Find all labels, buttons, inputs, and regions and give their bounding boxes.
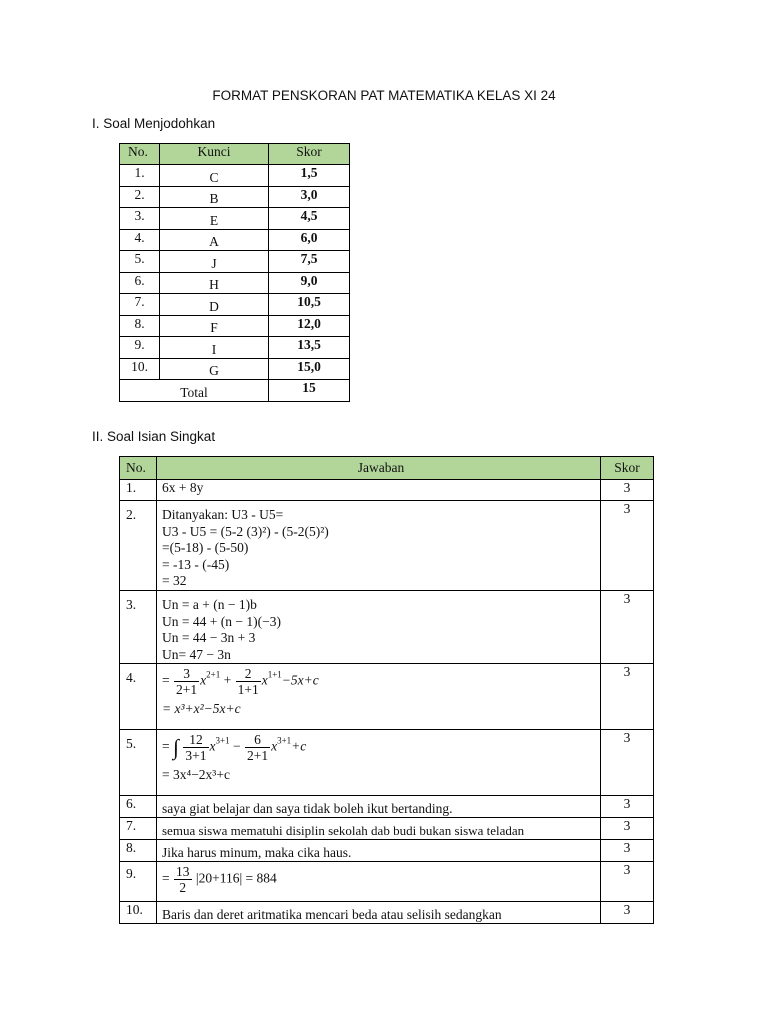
row-score: 3 [601,902,654,924]
answer-expression: = $\frac{13}{2}$ |20+116| = 884 [162,864,277,895]
answer-result: = x³+x²−5x+c [162,701,241,716]
table-row [120,902,654,924]
row-key: F [160,315,269,337]
row-answer [157,730,601,796]
row-score: 15,0 [269,358,350,380]
row-answer [157,902,601,924]
row-score: 3 [601,480,654,501]
total-row [120,380,350,402]
row-score: 10,5 [269,294,350,316]
row-no: 9. [120,337,160,359]
row-key: B [160,186,269,208]
integral-expression: = ∫ $\frac{12}{3+1}$ $x^{3+1}$ − $\frac{6}{2+1}$ $x^{3+1}+c$ [162,732,307,763]
row-score: 3 [601,796,654,818]
table-row [120,480,654,501]
answer-line: = 32 [162,573,187,588]
row-no: 7. [120,818,157,840]
answer-line: U3 - U5 = (5-2 (3)²) - (5-2(5)²) [162,523,329,539]
row-score: 3 [601,664,654,730]
answer-line: Un = 44 − 3n + 3 [162,630,256,645]
row-key: G [160,358,269,380]
row-key: C [160,165,269,187]
row-answer [157,480,601,501]
table-row [120,165,350,187]
table-row [120,337,350,359]
integral-expression: = $\frac{3}{2+1}$ $x^{2+1}$ + $\frac{2}{1+1}$ $x^{1+1}-5x+c$ [162,666,319,697]
row-answer [157,591,601,664]
total-score: 15 [269,380,350,402]
row-score: 4,5 [269,208,350,230]
row-score: 13,5 [269,337,350,359]
fraction: $\frac{3}{2+1}$ [176,666,198,697]
document-title: FORMAT PENSKORAN PAT MATEMATIKA KELAS XI 24 [212,88,556,103]
integral-icon: ∫ [173,734,180,760]
row-no: 5. [120,730,157,796]
row-key: I [160,337,269,359]
table-row [120,186,350,208]
answer-result: = 3x⁴−2x³+c [162,767,230,782]
table-row [120,730,654,796]
row-no: 6. [120,272,160,294]
answer-line: Un = a + (n − 1)b [162,597,257,612]
row-no: 2. [120,186,160,208]
header-no: No. [120,144,160,165]
row-key: J [160,251,269,273]
table-row [120,818,654,840]
table-row [120,208,350,230]
row-no: 3. [120,208,160,230]
fraction: $\frac{12}{3+1}$ [185,732,207,763]
answer-line: saya giat belajar dan saya tidak boleh ikut bertanding. [162,800,453,816]
header-answer: Jawaban [157,457,601,480]
row-answer [157,840,601,862]
row-score: 6,0 [269,229,350,251]
row-score: 3 [601,591,654,664]
answer-line: Un= 47 − 3n [162,646,231,662]
row-answer [157,501,601,591]
answer-line: semua siswa mematuhi disiplin sekolah dab budi bukan siswa teladan [162,822,525,838]
row-no: 3. [120,591,157,664]
row-answer [157,862,601,902]
row-answer [157,664,601,730]
header-no: No. [120,457,157,480]
table-row [120,862,654,902]
section-1-title: I. Soal Menjodohkan [92,116,216,131]
row-no: 8. [120,840,157,862]
row-score: 9,0 [269,272,350,294]
answer-line: = -13 - (-45) [162,556,230,572]
table-row [120,501,654,591]
row-score: 1,5 [269,165,350,187]
row-score: 3 [601,840,654,862]
row-answer [157,818,601,840]
matching-answer-table [119,143,350,402]
section-2-title: II. Soal Isian Singkat [92,429,216,444]
row-key: H [160,272,269,294]
fraction: $\frac{2}{1+1}$ [237,666,259,697]
row-no: 10. [120,902,157,924]
header-key: Kunci [160,144,269,165]
row-score: 3 [601,501,654,591]
row-key: E [160,208,269,230]
total-label: Total [120,380,269,402]
table-row [120,358,350,380]
row-no: 5. [120,251,160,273]
header-score: Skor [601,457,654,480]
fraction: $\frac{6}{2+1}$ [246,732,269,763]
row-no: 10. [120,358,160,380]
row-no: 1. [120,480,157,501]
short-answer-table [119,456,654,924]
answer-line: =(5-18) - (5-50) [162,540,249,555]
row-no: 7. [120,294,160,316]
answer-line: Un = 44 + (n − 1)(−3) [162,613,281,629]
row-answer [157,796,601,818]
header-score: Skor [269,144,350,165]
fraction: $\frac{13}{2}$ [176,864,190,895]
row-score: 3 [601,730,654,796]
row-score: 12,0 [269,315,350,337]
row-no: 2. [120,501,157,591]
table-row [120,251,350,273]
table-row [120,840,654,862]
table-row [120,272,350,294]
row-no: 4. [120,229,160,251]
answer-line: Ditanyakan: U3 - U5= [162,507,284,522]
row-no: 4. [120,664,157,730]
answer-line: Jika harus minum, maka cika haus. [162,844,352,860]
table-row [120,591,654,664]
row-key: D [160,294,269,316]
row-score: 7,5 [269,251,350,273]
row-score: 3,0 [269,186,350,208]
table-row [120,664,654,730]
table-row [120,229,350,251]
table-row [120,294,350,316]
table-header-row [120,144,350,165]
answer-line: Baris dan deret aritmatika mencari beda atau selisih sedangkan [162,906,502,922]
table-row [120,796,654,818]
table-header-row [120,457,654,480]
answer-line: 6x + 8y [162,480,204,495]
row-no: 8. [120,315,160,337]
row-no: 9. [120,862,157,902]
table-row [120,315,350,337]
row-no: 6. [120,796,157,818]
row-score: 3 [601,862,654,902]
row-score: 3 [601,818,654,840]
row-no: 1. [120,165,160,187]
row-key: A [160,229,269,251]
